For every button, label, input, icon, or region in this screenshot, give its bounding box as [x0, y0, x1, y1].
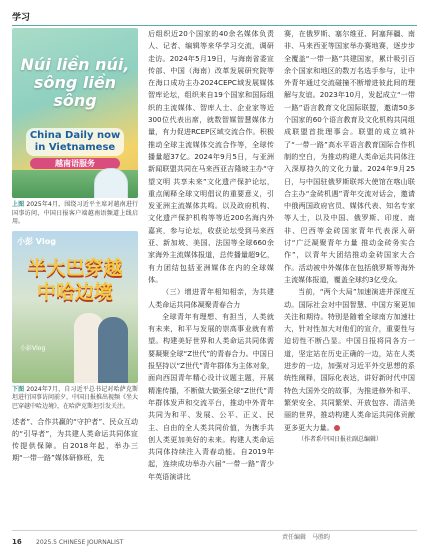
page-footer — [12, 536, 417, 550]
column-3 — [284, 28, 415, 446]
vlog-sub: 小彭Vlog — [20, 344, 46, 352]
column-1 — [12, 28, 138, 465]
col3-paragraph-2: 当前，“两个大局”加速演进并深度互动。国际社会对中国智慧、中国方案更加关注和期待。特别是随着全球南方加速壮大，针对性加大对他们的宣介，重要性与迫切性不断凸显。中国日报将同各方一道，坚定站在历史正确的一边，站在人类进步的一边，加强对习近平外交思想的系统性阐释，国际化表达，讲好新时代中国特色大国外交的故事，为推进修外和平、繁荣安全、共同繁荣、开放包容、清洁美丽的世界，推动构建人类命运共同体贡献更多更大力量。 — [284, 287, 415, 432]
column-2 — [148, 28, 274, 483]
col1-paragraph: 述者”、合作共赢的“守护者”、民众互动的“引导者”，为共建人类命运共同体宣传提供保障。自2018年起，举办三期“一带一路”媒体研修班，先 — [12, 416, 138, 463]
caption-mid: 下图 2024年7月，自习近平总书记对哈萨克斯坦进行国事访问前夕，中国日报推出视频《坐大巴穿越中哈边境》，在哈萨克斯坦引发关注。 — [12, 385, 139, 410]
vlog-label: 小彭 Vlog — [17, 236, 56, 246]
footer-rule — [12, 530, 417, 531]
poster-figure — [94, 168, 128, 198]
poster-title: Núi liền núi, sông liền sông — [20, 55, 130, 110]
col2-paragraph-1: 后组织近20个国家的40余名媒体负责人、记者、编辑等来华学习交流，调研走访。2024年5月19日，与海南省委宣传部、中国（海南）改革发展研究院等在海口成功主办2024CEPC域发展媒体智库论坛，组织来自19个国家和国际组织的主流媒体、智库人士、企业家等近300位代表出席，就数智媒智慧媒体力量，有力促进RCEP区域交流合作。积极推动全球主流媒体交流合作等，全球传播量超37亿。2024年9月5日，与亚洲新闻联盟共同在马来西亚吉隆坡主办“守望文明 共享未来”文化遗产保护论坛，重点阐释全球文明倡议的重要意义，引发亚洲主流媒体共鸣。以及政府机构、文化遗产保护机构等等近200名海内外嘉宾，参与论坛，收获论坛受到马来西亚、新加坡、美国、法国等全球660余家海外主流媒体报道，总传播量超9亿，有力团结包括亚洲媒体在内的全球媒体。 — [148, 29, 274, 284]
col2-paragraph-2: 全球青年有理想、有担当，人类就有未来，和平与发展的崇高事业就有希望。构建美好世界和人类命运共同体需要凝聚全球“Z世代”的青春合力。中国日报坚持以“Z世代”青年群体为主体对象，面向西国青年精心设计议题主题，开展精准传播，不断做大做强全球“Z世代”青年群体发声和交流平台，推动中外青年共同为和平、发展、公平、正义、民主、自由的全人类共同价值，为携手共创人类更加美好的未来。构建人类命运共同体持续注入青春动能。自2019年起，连续成功举办六届“一带一路”青少年英语演讲比 — [148, 311, 274, 481]
video-figure-right — [98, 317, 128, 383]
video-title-line1: 半大巴穿越 — [27, 256, 123, 279]
author-note: （作者系中国日报社副总编辑） — [298, 435, 383, 443]
section-label: 学习 — [12, 13, 31, 23]
vietnamese-channel-poster — [12, 28, 138, 198]
poster-tag: 越南语服务 — [30, 158, 120, 169]
page-header — [12, 8, 417, 26]
header-rule — [12, 25, 417, 26]
poster-banner: China Daily now in Vietnamese — [26, 128, 124, 156]
editor-credit: 责任编辑 马胜昀 — [282, 534, 331, 541]
end-mark-icon — [334, 425, 340, 431]
vlog-video-still — [12, 231, 138, 383]
journal-name: 2025.5 CHINESE JOURNALIST — [36, 539, 124, 546]
video-title-line2: 中哈边境 — [36, 280, 113, 303]
caption-top: 上图 2025年4月，围绕习近平主席对越南进行国事访问，中国日报客户端越南语频道上线启用。 — [12, 201, 138, 226]
subheading-youth: （三）增进青年相知相亲，为共建人类命运共同体凝聚青春合力 — [148, 287, 274, 309]
page-number: 16 — [12, 538, 22, 546]
col3-paragraph-1: 赛，在俄罗斯、塞尔维亚、阿塞拜疆、南非、马来西亚等国家举办赛地赛，逐步步全覆盖“一带一路”共建国家，累计吸引百余个国家和地区的数万名选手参与，让中外青年通过交流碰撞不断增进彼此间的理解与友谊。2023年10月，发起成立“一带一路”语言教育文化国际联盟，邀请50多个国家的60个语言教育及文化机构共同组成联盟首批理事会。联盟的成立填补了“一带一路”高水平语言教育国际合作机制的空白，为推动构建人类命运共同体注入深厚持久的文化力量。2024年9月25日，与中国驻俄罗斯联邦大使馆在喀山联合主办“金砖机遇”青年交流对话会，邀请中俄两国政府官员、媒体代表、知名专家等人士，以及中国、俄罗斯、印度、南非、巴西等金砖国家青年代表深入研讨“广泛凝聚青年力量 推动金砖务实合作”，以青年大团结推动金砖国家大合作。活动被中外媒体在包括俄罗斯等海外主流媒体报道，覆盖全球约3亿受众。 — [284, 29, 415, 284]
